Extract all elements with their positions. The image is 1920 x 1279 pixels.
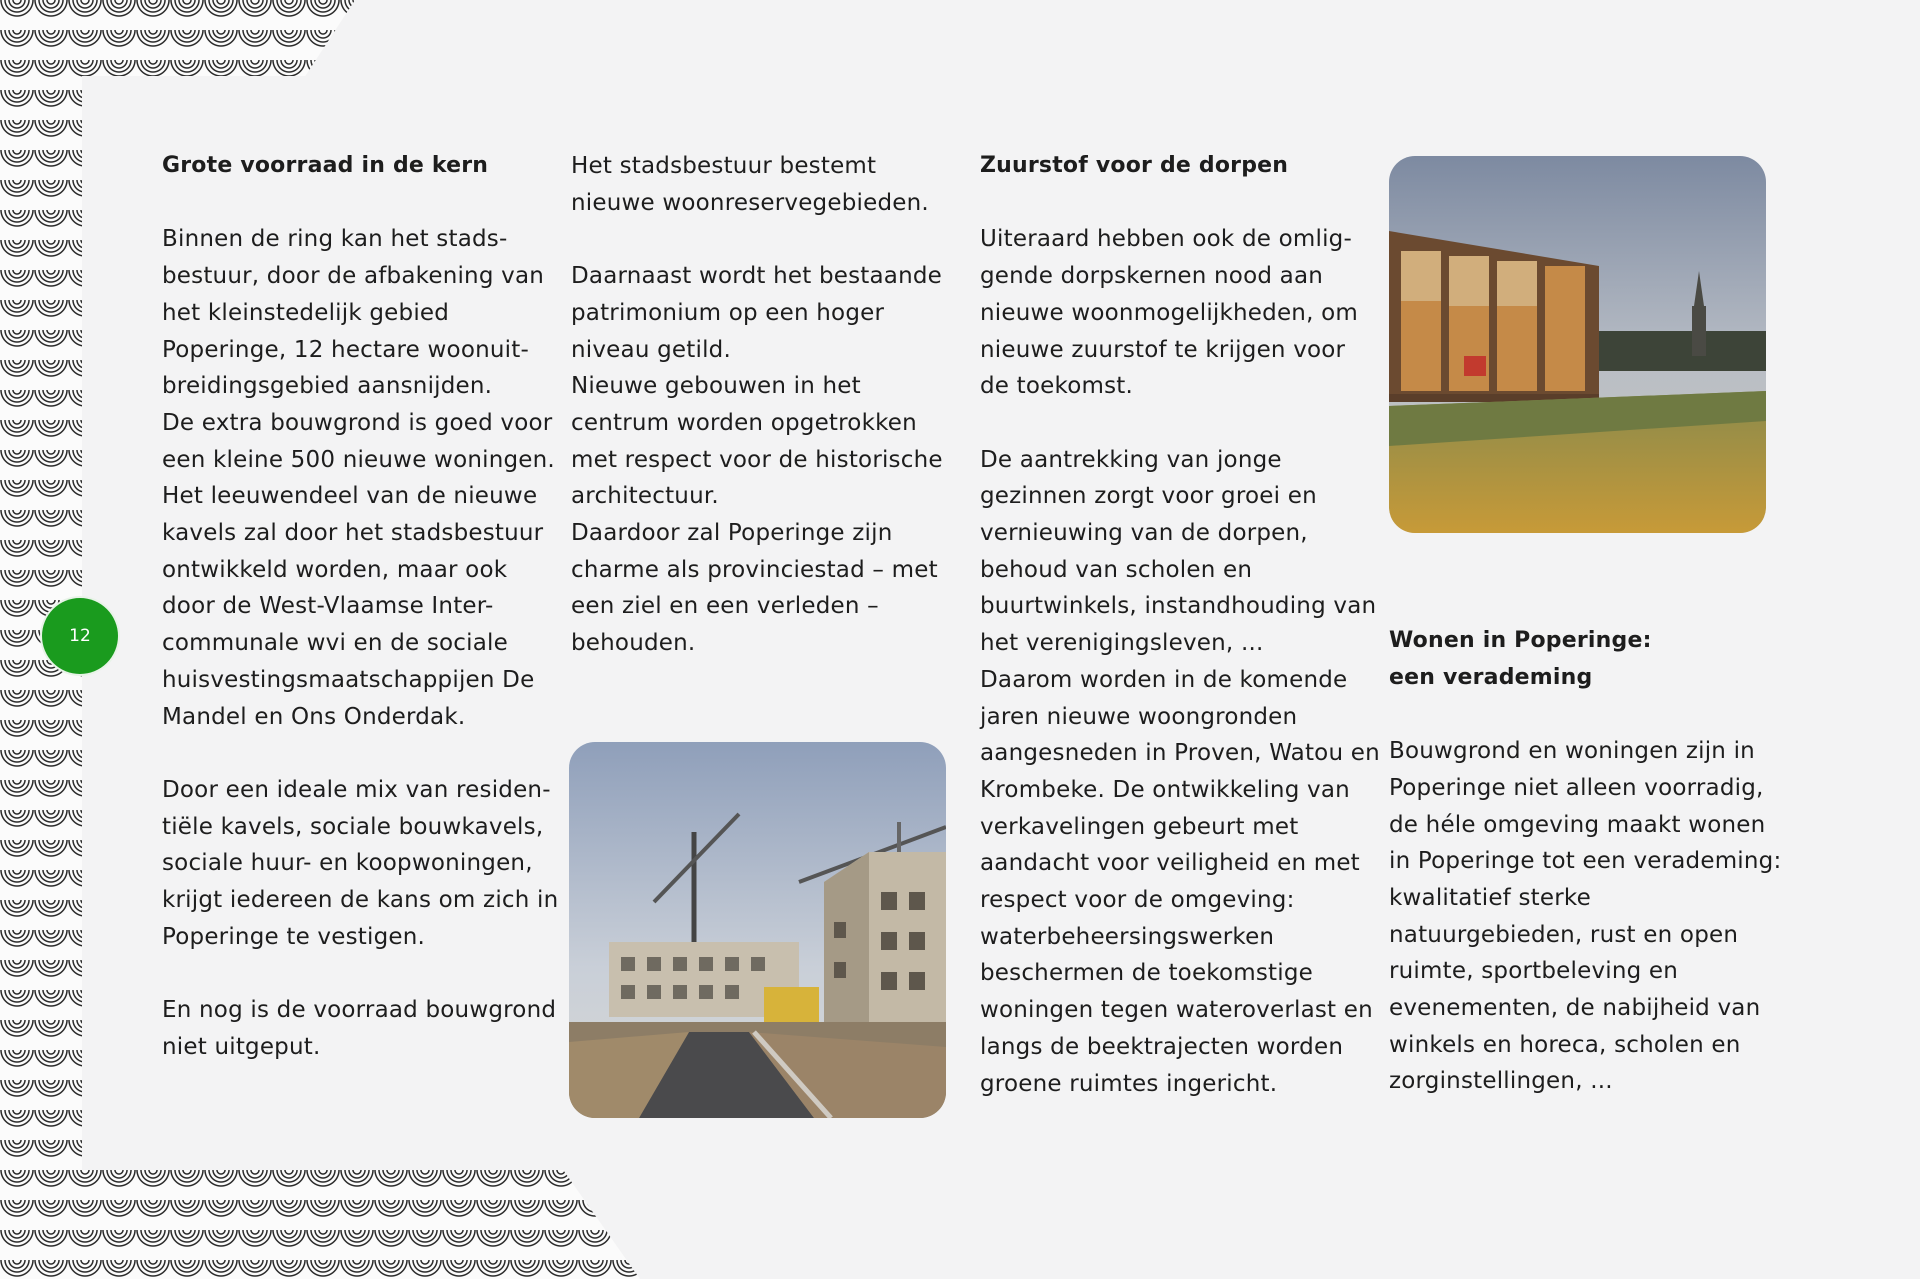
modern-house-photo: [1389, 156, 1766, 533]
page-number-badge: [42, 598, 118, 674]
heading-zuurstof: Zuurstof voor de dorpen: [980, 153, 1289, 178]
paragraph: De extra bouwgrond is goed voor een kleine 500 nieuwe woningen. Het leeuwendeel van de nieuwe kavels zal door het stadsbestuur ontwikkeld worden, maar ook door de West-Vlaamse Inter-communale wvi en de sociale huisvestingsmaatschappijen De Mandel en Ons Onderdak.: [162, 409, 555, 730]
column-1: [162, 148, 562, 1102]
heading-wonen-line2: een verademing: [1389, 664, 1593, 690]
page-number: 12: [69, 626, 91, 646]
paragraph: Bouwgrond en woningen zijn in Poperinge niet alleen voorradig, de héle omgeving maakt wonen in Poperinge tot een verademing: kwalitatief sterke natuurgebieden, rust en open ruimte, sportbeleving en evenementen, de nabijheid van winkels en horeca, scholen en zorginstellingen, ...: [1389, 738, 1782, 1095]
paragraph: Door een ideale mix van residen-tiële kavels, sociale bouwkavels, sociale huur- en koopwoningen, krijgt iedereen de kans om zich in Poperinge te vestigen.: [162, 776, 559, 950]
paragraph: Het stadsbestuur bestemt nieuwe woonreservegebieden.: [571, 153, 929, 216]
decorative-pattern-bottom: [0, 1170, 640, 1279]
column-3: [980, 148, 1380, 1139]
construction-site-photo: [569, 742, 946, 1118]
paragraph: En nog is de voorraad bouwgrond niet uitgeput.: [162, 997, 557, 1060]
column-4: [1389, 623, 1789, 1137]
column-2: [571, 148, 951, 699]
paragraph: De aantrekking van jonge gezinnen zorgt voor groei en vernieuwing van de dorpen, behoud van scholen en buurtwinkels, instandhouding van het verenigingsleven, ...: [980, 446, 1377, 657]
paragraph: Daarom worden in de komende jaren nieuwe woongronden aangesneden in Proven, Watou en Krombeke. De ontwikkeling van verkavelingen gebeurt met aandacht voor veiligheid en met respect voor de omgeving: waterbeheersingswerken beschermen de toekomstige woningen tegen wateroverlast en langs de beektrajecten worden groene ruimtes ingericht.: [980, 666, 1380, 1097]
heading-wonen-line1: Wonen in Poperinge:: [1389, 628, 1652, 653]
paragraph: Binnen de ring kan het stads-bestuur, door de afbakening van het kleinstedelijk gebied Poperinge, 12 hectare woonuit-breidingsgebied aansnijden.: [162, 226, 545, 400]
decorative-pattern-top: [0, 0, 355, 76]
paragraph: Nieuwe gebouwen in het centrum worden opgetrokken met respect voor de historische architectuur.: [571, 373, 943, 510]
heading-grote-voorraad: Grote voorraad in de kern: [162, 153, 489, 178]
paragraph: Daarnaast wordt het bestaande patrimonium op een hoger niveau getild.: [571, 263, 943, 363]
paragraph: Daardoor zal Poperinge zijn charme als provinciestad – met een ziel en een verleden – behouden.: [571, 520, 938, 657]
paragraph: Uiteraard hebben ook de omlig-gende dorpskernen nood aan nieuwe woonmogelijkheden, om nieuwe zuurstof te krijgen voor de toekomst.: [980, 226, 1358, 400]
